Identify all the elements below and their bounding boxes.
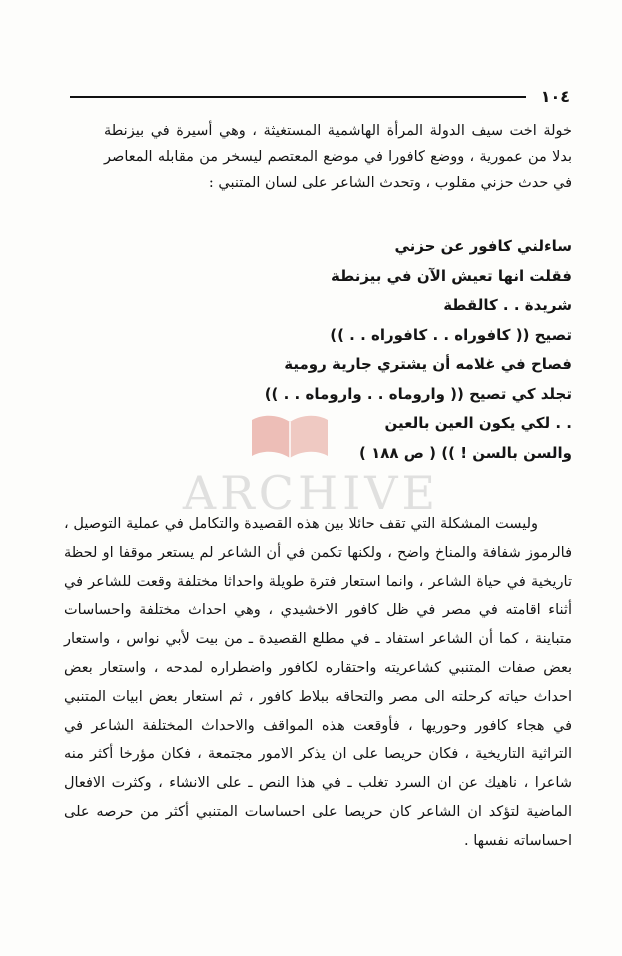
- poem-line: فصاح في غلامه أن يشتري جارية رومية: [284, 355, 572, 373]
- body-paragraph: [64, 510, 572, 856]
- poem-line: تصيح (( كافوراه . . كافوراه . . )): [330, 325, 572, 344]
- poem-line: شريدة . . كالقطة: [443, 296, 572, 314]
- page-header: [70, 88, 570, 108]
- watermark-text: ARCHIVE: [182, 466, 440, 520]
- poem-line: ساءلني كافور عن حزني: [394, 237, 572, 255]
- poem-line: والسن بالسن ! )) ( ص ١٨٨ ): [359, 443, 572, 462]
- poem-line: تجلد كي تصيح (( واروماه . . واروماه . . )): [264, 384, 572, 403]
- poem-line: . . لكي يكون العين بالعين: [384, 414, 572, 432]
- page-number: ١٠٤: [540, 87, 570, 106]
- poem-excerpt: [160, 232, 572, 468]
- poem-line: فقلت انها تعيش الآن في بيزنطة: [330, 266, 572, 285]
- intro-text: خولة اخت سيف الدولة المرأة الهاشمية المستغيثة ، وهي أسيرة في بيزنطة بدلا من عمورية ، ووضع كافورا في موضع المعتصم ليسخر من مقابله المعاصر في حدث حزني مقلوب ، وتحدث الشاعر على لسان المتنبي :: [104, 123, 572, 191]
- header-rule: [70, 96, 526, 98]
- intro-paragraph: [104, 118, 572, 196]
- body-text: وليست المشكلة التي تقف حائلا بين هذه القصيدة والتكامل في عملية التوصيل ، فالرموز شفافة والمناخ واضح ، ولكنها تكمن في أن الشاعر لم يستعر موقفا او لحظة تاريخية في حياة الشاعر ، وانما استعار فترة طويلة واحداثا مختلفة وقعت للشاعر في أثناء اقامته في مصر في ظل كافور الاخشيدي ، وهي احداث مختلفة واحساسات متباينة ، كما أن الشاعر استفاد ـ في مطلع القصيدة ـ من بيت لأبي نواس ، واستعار بعض صفات المتنبي كشاعريته واحتقاره لكافور واضطراره لمدحه ، واستعار بعض احداث حياته كرحلته الى مصر والتحاقه ببلاط كافور ، ثم استعار بعض ابيات المتنبي في هجاء كافور وحوريها ، فأوقعت هذه المواقف والاحداث المختلفة الشاعر في التراثية التاريخية ، فكان حريصا على ان يذكر الامور مجتمعة ، فكان مؤرخا أكثر منه شاعرا ، ناهيك عن ان السرد تغلب ـ في هذا النص ـ على الانشاء ، وكثرت الافعال الماضية لتؤكد ان الشاعر كان حريصا على احساسات المتنبي أكثر من حرصه على احساساته نفسها .: [64, 516, 572, 849]
